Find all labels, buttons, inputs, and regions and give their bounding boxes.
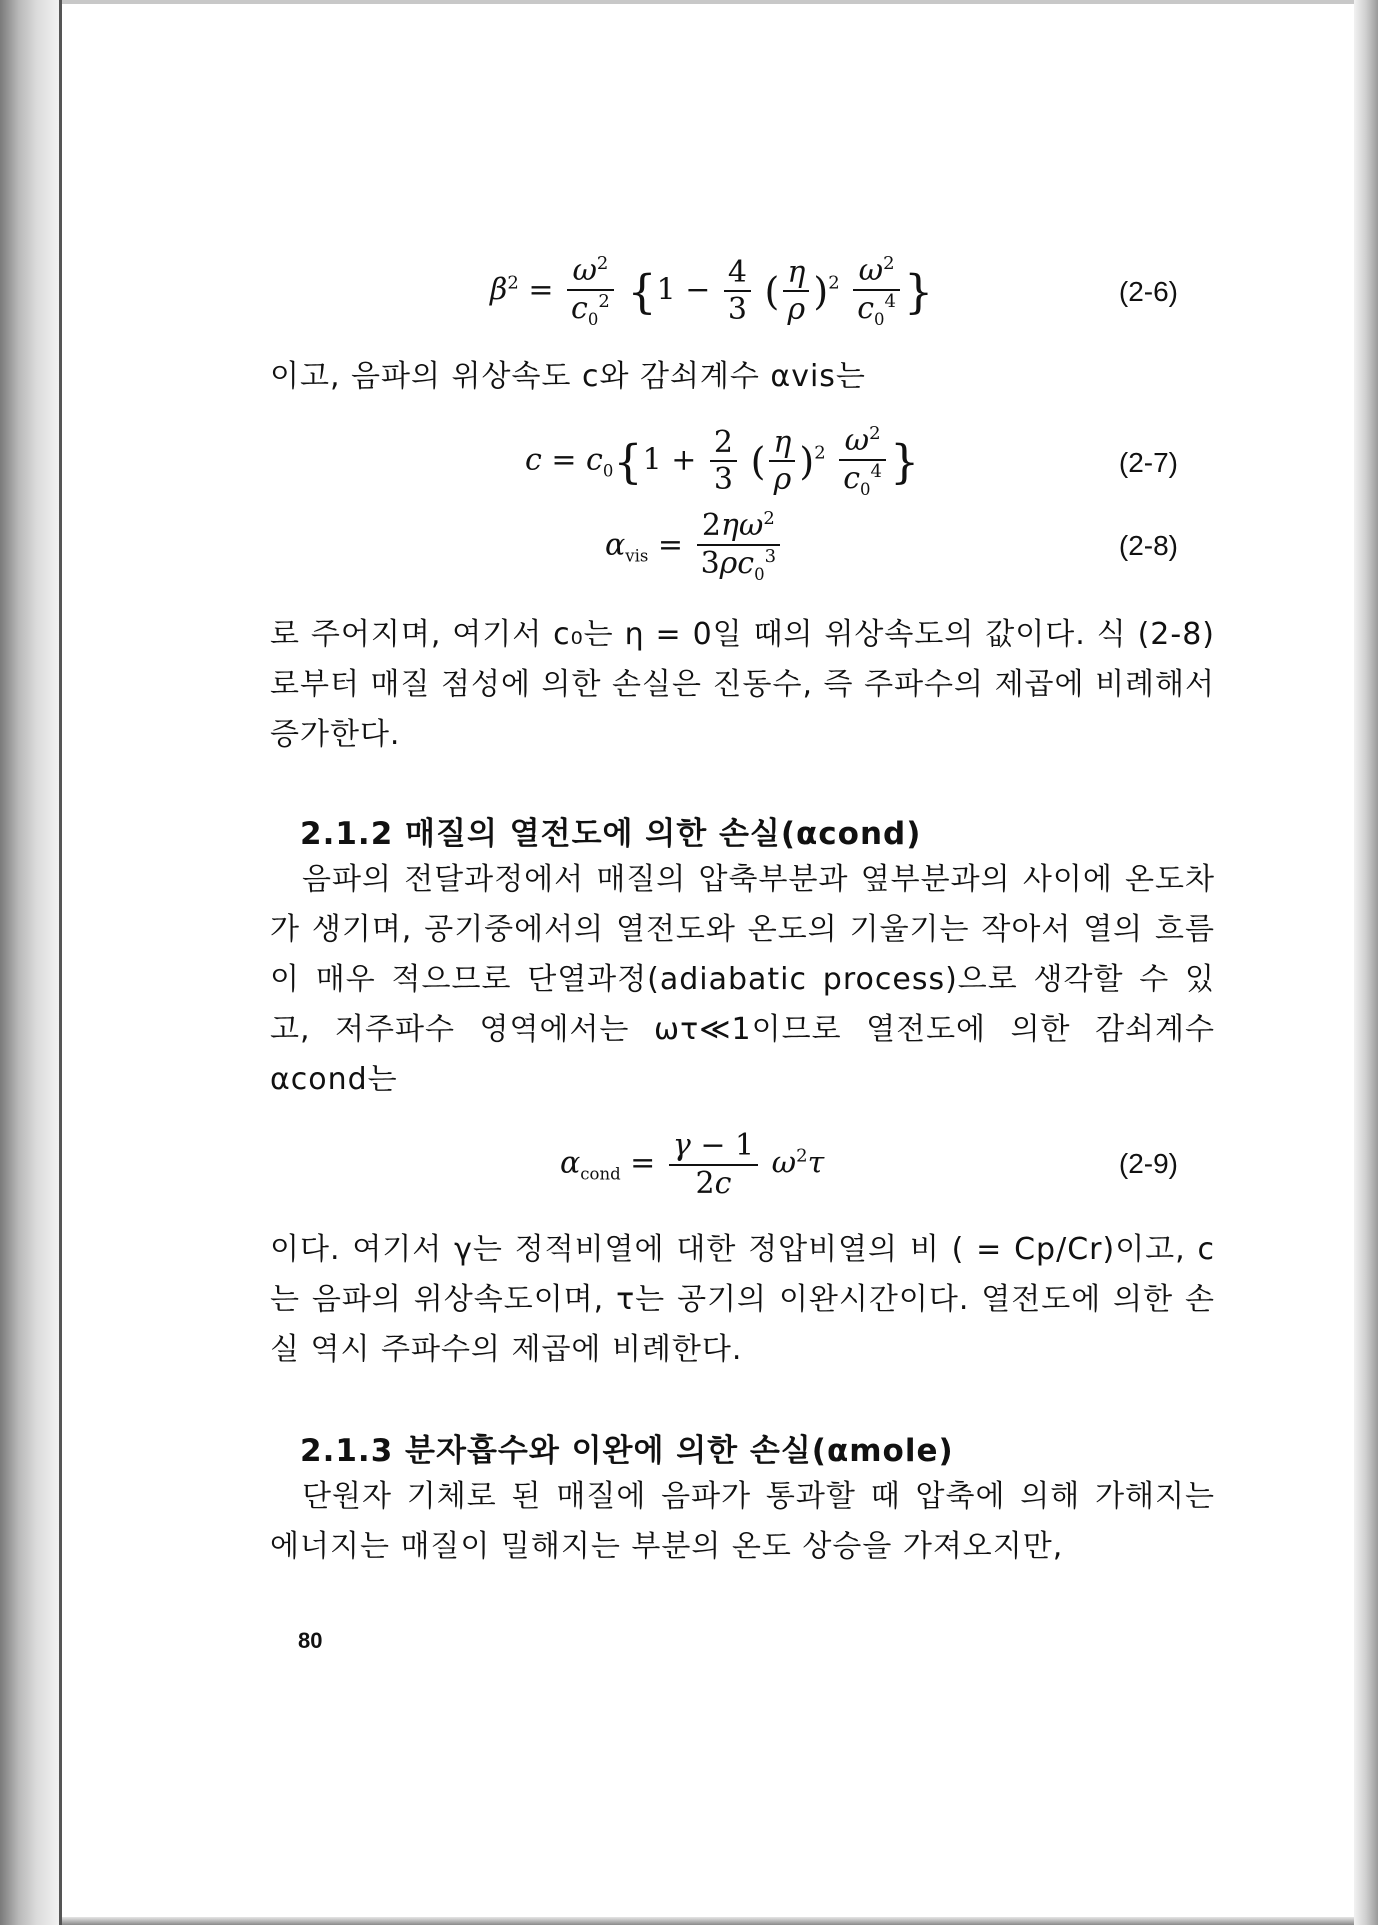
equation-2-6: $\beta^2$ = $\frac{\omega^2}{c_0^2}$ {1 − $\frac{4}{3}$ ( $\frac{\eta}{\rho}$ )$^2$ $\frac{\omega^2}{c_0^4}$ } [490,253,934,329]
equation-2-9: $\alpha_{cond}$ = $\frac{\gamma - 1}{2c}$ $\omega^2\tau$ [560,1128,825,1201]
equation-number-2-9: (2-9) [1118,1148,1178,1179]
section-heading-2-1-2: 2.1.2 매질의 열전도에 의한 손실(αcond) [300,816,922,852]
page-number: 80 [298,1628,323,1653]
page-edge-left [0,0,62,1925]
equation-2-7: $c = c_0\{1$ + $\frac{2}{3}$ ( $\frac{\eta}{\rho}$ )$^2$ $\frac{\omega^2}{c_0^4}$ } [525,423,920,499]
paragraph-after-2-9: 이다. 여기서 γ는 정적비열에 대한 정압비열의 비 ( = Cp/Cr)이고, c는 음파의 위상속도이며, τ는 공기의 이완시간이다. 열전도에 의한 손실 역시 주파수의 제곱에 비례한다. [270,1232,1215,1367]
equation-number-2-7: (2-7) [1118,447,1178,478]
equation-number-2-6: (2-6) [1118,276,1178,307]
paragraph-2-1-3: 단원자 기체로 된 매질에 음파가 통과할 때 압축에 의해 가해지는 에너지는 매질이 밀해지는 부분의 온도 상승을 가져오지만, [270,1479,1215,1564]
paragraph-2-1-2: 음파의 전달과정에서 매질의 압축부분과 옆부분과의 사이에 온도차가 생기며, 공기중에서의 열전도와 온도의 기울기는 작아서 열의 흐름이 매우 적으므로 단열과정(adiabatic process)으로 생각할 수 있고, 저주파수 영역에서는 ωτ≪1이므로 열전도에 의한 감쇠계수 αcond는 [270,862,1215,1097]
paragraph-after-2-8: 로 주어지며, 여기서 c₀는 η = 0일 때의 위상속도의 값이다. 식 (2-8)로부터 매질 점성에 의한 손실은 진동수, 즉 주파수의 제곱에 비례해서 증가한다. [270,617,1215,752]
section-heading-2-1-3: 2.1.3 분자흡수와 이완에 의한 손실(αmole) [300,1433,954,1469]
equation-number-2-8: (2-8) [1118,530,1178,561]
page-edge-right [1354,0,1378,1925]
page-edge-bottom [62,1917,1354,1925]
equation-2-8: $\alpha_{vis}$ = $\frac{2\eta\omega^2}{3\rho c_0^3}$ [605,510,784,583]
text-line-after-2-6: 이고, 음파의 위상속도 c와 감쇠계수 αvis는 [270,359,866,394]
page-edge-top [62,0,1354,4]
